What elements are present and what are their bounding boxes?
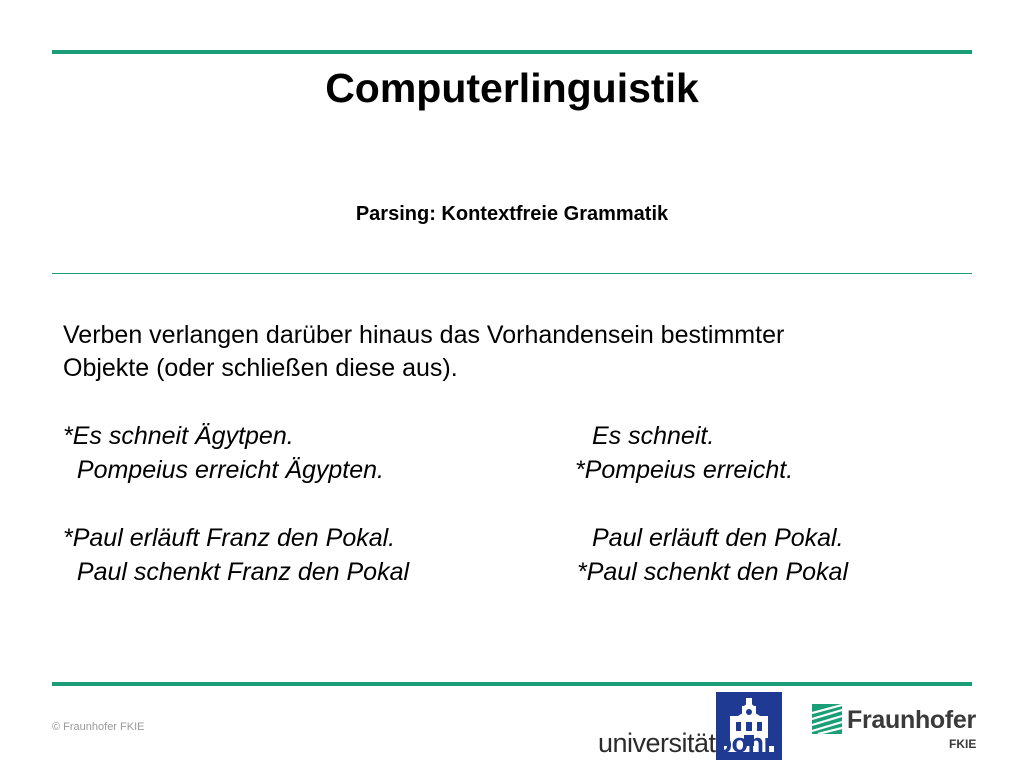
intro-line-2: Objekte (oder schließen diese aus).	[63, 354, 458, 382]
example-right-2: *Pompeius erreicht.	[575, 456, 794, 484]
header-divider	[52, 273, 972, 274]
fraunhofer-stripes-icon	[812, 704, 842, 734]
example-left-1: *Es schneit Ägytpen.	[63, 422, 294, 450]
university-bonn-logo	[598, 692, 784, 762]
example-right-4: *Paul schenkt den Pokal	[577, 558, 849, 586]
intro-text	[63, 319, 963, 385]
top-divider	[52, 50, 972, 54]
fraunhofer-wordmark: Fraunhofer	[847, 706, 976, 734]
fkie-label: FKIE	[949, 737, 977, 751]
example-left-4: Paul schenkt Franz den Pokal	[63, 558, 410, 586]
university-word: universität	[598, 728, 716, 758]
example-right-3: Paul erläuft den Pokal.	[592, 524, 844, 552]
bonn-word: bonn	[715, 728, 780, 758]
example-right-1: Es schneit.	[592, 422, 715, 450]
slide-subtitle: Parsing: Kontextfreie Grammatik	[355, 203, 669, 225]
copyright-text: © Fraunhofer FKIE	[52, 721, 145, 733]
example-left-3: *Paul erläuft Franz den Pokal.	[63, 524, 396, 552]
footer-divider	[52, 682, 972, 686]
university-wordmark	[598, 728, 780, 758]
intro-line-1: Verben verlangen darüber hinaus das Vorhandensein bestimmter	[63, 321, 785, 349]
slide-title: Computerlinguistik	[325, 65, 699, 111]
example-left-2: Pompeius erreicht Ägypten.	[63, 456, 384, 484]
fraunhofer-logo	[812, 704, 977, 754]
